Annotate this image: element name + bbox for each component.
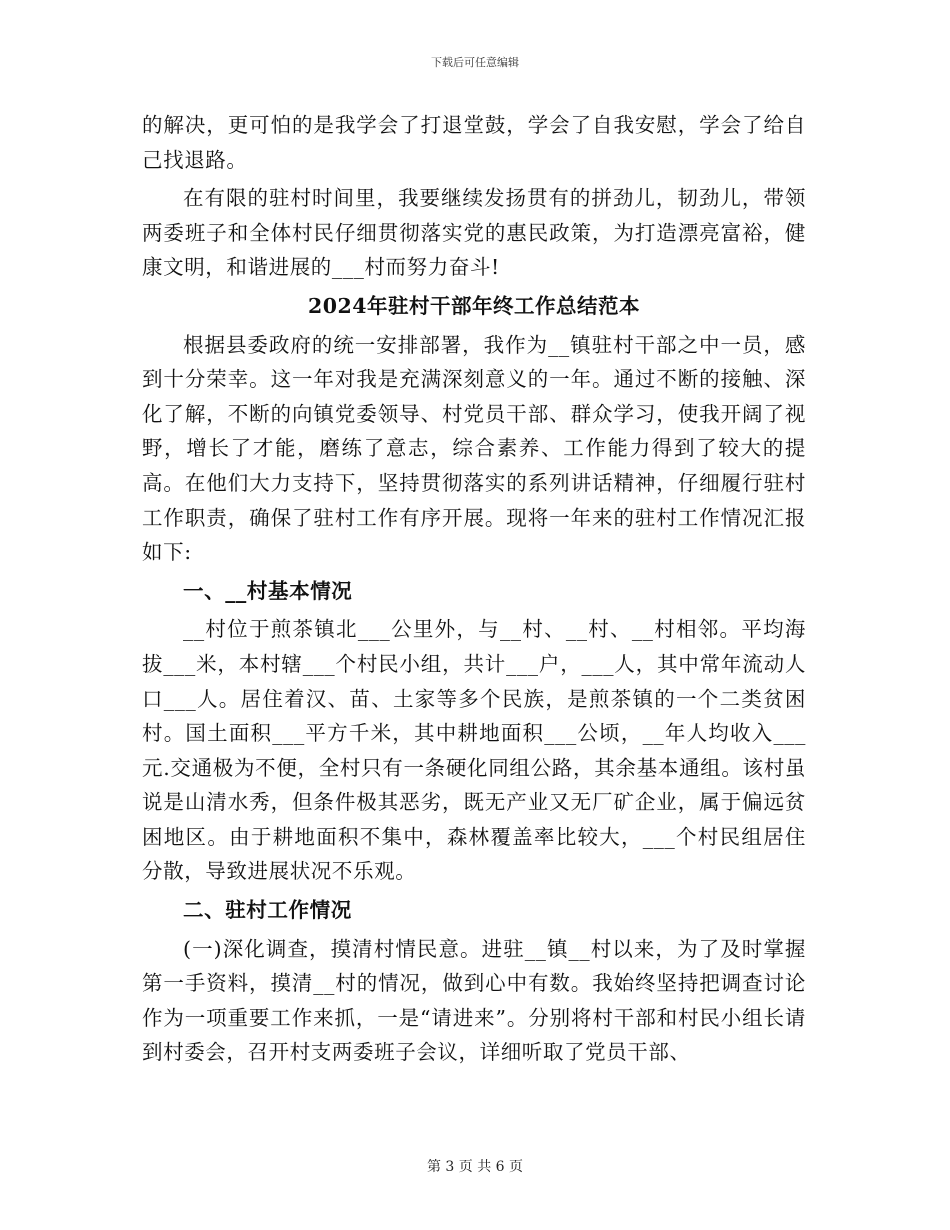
paragraph-village-basics: __村位于煎茶镇北___公里外，与__村、__村、__村相邻。平均海拔___米，本村辖___个村民小组，共计___户，___人，其中常年流动人口___人。居住着汉、苗、土家等多个民族，是煎茶镇的一个二类贫困村。国土面积___平方千米，其中耕地面积___公顷，__年人均收入___元.交通极为不便，全村只有一条硬化同组公路，其余基本通组。该村虽说是山清水秀，但条件极其恶劣，既无产业又无厂矿企业，属于偏远贫困地区。由于耕地面积不集中，森林覆盖率比较大，___个村民组居住分散，导致进展状况不乐观。 (142, 617, 806, 884)
section-title: 2024年驻村干部年终工作总结范本 (307, 293, 641, 318)
heading-work-situation: 二、驻村工作情况 (183, 898, 352, 923)
paragraph-work-situation: (一)深化调查，摸清村情民意。进驻__镇__村以来，为了及时掌握第一手资料，摸清__村的情况，做到心中有数。我始终坚持把调查讨论作为一项重要工作来抓，一是“请进来”。分别将村干部和村民小组长请到村委会，召开村支两委班子会议，详细听取了党员干部、 (142, 936, 806, 1065)
paragraph-resolution: 在有限的驻村时间里，我要继续发扬贯有的拼劲儿，韧劲儿，带领两委班子和全体村民仔细贯彻落实党的惠民政策，为打造漂亮富裕，健康文明，和谐进展的___村而努力奋斗! (142, 186, 806, 280)
paragraph-intro: 根据县委政府的统一安排部署，我作为__镇驻村干部之中一员，感到十分荣幸。这一年对我是充满深刻意义的一年。通过不断的接触、深化了解，不断的向镇党委领导、村党员干部、群众学习，使我开阔了视野，增长了才能，磨练了意志，综合素养、工作能力得到了较大的提高。在他们大力支持下，坚持贯彻落实的系列讲话精神，仔细履行驻村工作职责，确保了驻村工作有序开展。现将一年来的驻村工作情况汇报如下: (142, 332, 806, 565)
page-header: 下载后可任意编辑 (431, 56, 519, 69)
document-body (142, 108, 806, 1070)
page-footer: 第 3 页 共 6 页 (426, 1159, 524, 1175)
heading-village-basics: 一、__村基本情况 (183, 578, 353, 603)
paragraph-continuation: 的解决，更可怕的是我学会了打退堂鼓，学会了自我安慰，学会了给自己找退路。 (142, 113, 806, 172)
